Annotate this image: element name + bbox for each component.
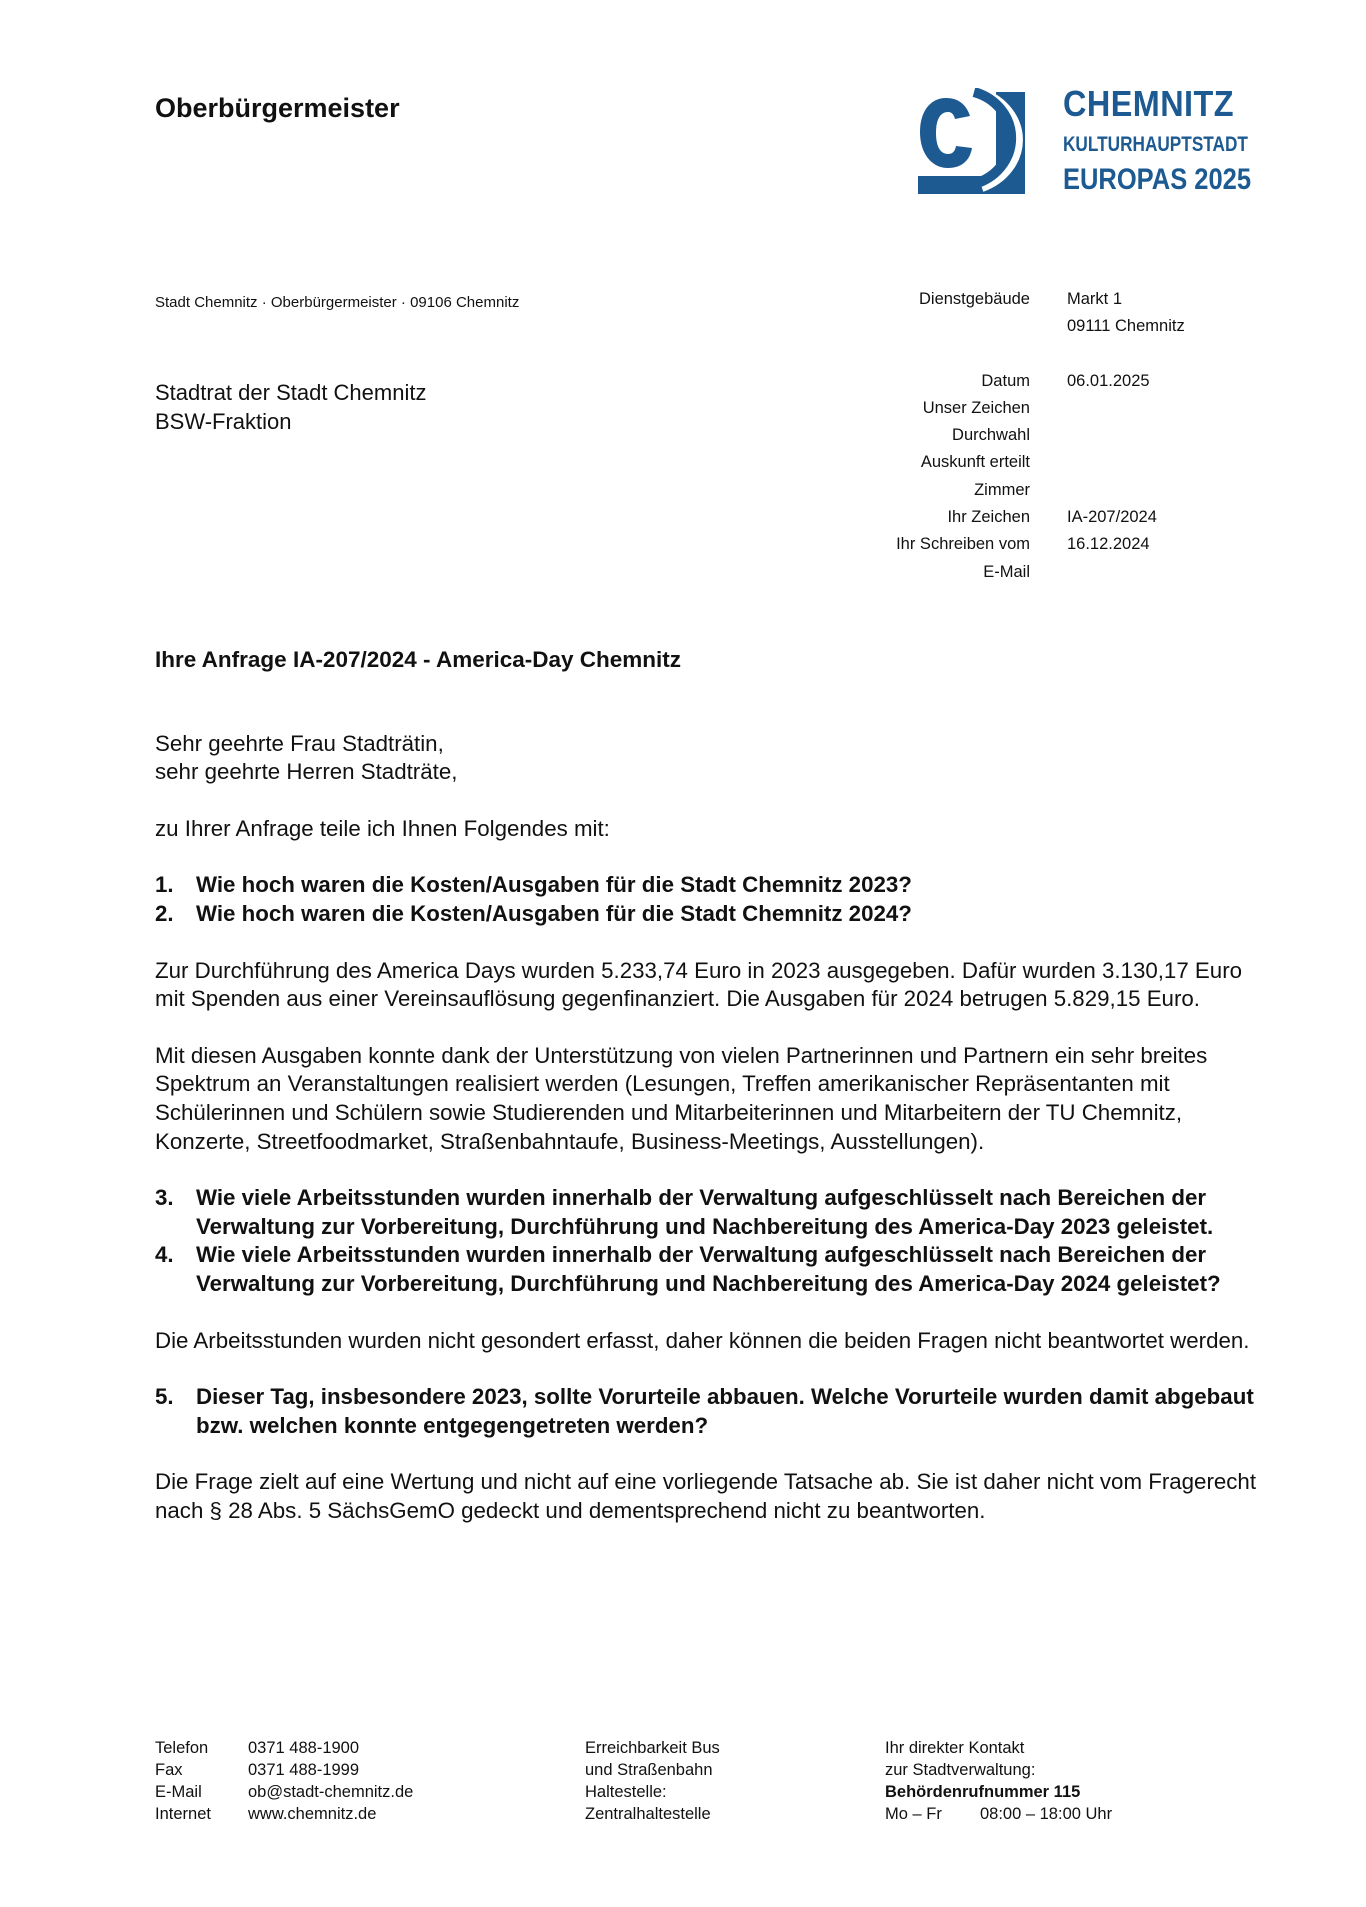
question-item — [155, 1184, 1265, 1241]
footer-hours: 08:00 – 18:00 Uhr — [980, 1805, 1113, 1823]
salutation — [155, 730, 1265, 787]
recipient-line-1: Stadtrat der Stadt Chemnitz — [155, 380, 427, 405]
meta-value-email — [1030, 563, 1067, 590]
question-text: Wie hoch waren die Kosten/Ausgaben für die Stadt Chemnitz 2023? — [196, 872, 912, 898]
logo-line-3: EUROPAS 2025 — [1063, 163, 1252, 196]
footer-authority-number: Behördenrufnummer 115 — [885, 1783, 1081, 1801]
question-text: Dieser Tag, insbesondere 2023, sollte Vorurteile abbauen. Welche Vorurteile wurden damit abgebaut bzw. welchen konnte entgegengetreten werden? — [196, 1384, 1254, 1438]
footer-transit-line-4: Zentralhaltestelle — [585, 1805, 711, 1823]
meta-label-contact-person: Auskunft erteilt — [920, 453, 1030, 472]
return-address: Stadt Chemnitz · Oberbürgermeister · 09106 Chemnitz — [155, 294, 520, 311]
question-item — [155, 1383, 1265, 1440]
logo-line-1: CHEMNITZ — [1063, 83, 1234, 124]
answer-events-paragraph: Mit diesen Ausgaben konnte dank der Unterstützung von vielen Partnerinnen und Partnern ein sehr breites Spektrum an Veranstaltungen realisiert werden (Lesungen, Treffen amerikanischer Repräsentanten mit Schülerinnen und Schülern sowie Studierenden und Mitarbeiterinnen und Mitarbeitern der TU Chemnitz, Konzerte, Streetfoodmarket, Straßenbahntaufe, Business-Meetings, Ausstellungen). — [155, 1042, 1208, 1154]
meta-label-email: E-Mail — [983, 562, 1030, 581]
question-item — [155, 1241, 1265, 1298]
question-number: 1. — [155, 872, 174, 898]
letter-subject: Ihre Anfrage IA-207/2024 - America-Day Chemnitz — [155, 647, 682, 672]
footer-direct-contact — [885, 1737, 1112, 1825]
question-number: 4. — [155, 1242, 174, 1268]
meta-value-your-ref: IA-207/2024 — [1067, 508, 1157, 527]
answer-costs-paragraph: Zur Durchführung des America Days wurden 5.233,74 Euro in 2023 ausgegeben. Dafür wurden 3.130,17 Euro mit Spenden aus einer Vereinsauflösung gegenfinanziert. Die Ausgaben für 2024 betrugen 5.829,15 Euro. — [155, 957, 1243, 1012]
chemnitz-c-logo-icon — [918, 88, 1028, 198]
question-item — [155, 871, 1265, 900]
meta-label-your-letter-date: Ihr Schreiben vom — [896, 535, 1030, 554]
meta-label-room: Zimmer — [974, 480, 1030, 499]
footer-label-phone: Telefon — [155, 1739, 209, 1757]
footer-transit-line-1: Erreichbarkeit Bus — [585, 1739, 720, 1757]
footer-transit-line-2: und Straßenbahn — [585, 1761, 713, 1779]
sender-title: Oberbürgermeister — [155, 93, 400, 123]
logo-wordmark — [1063, 83, 1289, 196]
meta-value-contact-person — [1030, 453, 1067, 480]
intro-paragraph: zu Ihrer Anfrage teile ich Ihnen Folgendes mit: — [155, 815, 610, 841]
question-number: 3. — [155, 1185, 174, 1211]
meta-value-office-city: 09111 Chemnitz — [1067, 317, 1185, 336]
question-list-prejudice — [155, 1383, 1265, 1440]
question-text: Wie viele Arbeitsstunden wurden innerhalb der Verwaltung aufgeschlüsselt nach Bereichen der Verwaltung zur Vorbereitung, Durchführung und Nachbereitung des America-Day 2023 geleistet. — [196, 1185, 1214, 1239]
meta-label-extension: Durchwahl — [952, 426, 1030, 445]
meta-label-your-ref: Ihr Zeichen — [947, 508, 1030, 527]
footer-direct-line-1: Ihr direkter Kontakt — [885, 1739, 1025, 1757]
meta-label-date: Datum — [981, 371, 1030, 390]
answer-prejudice-paragraph: Die Frage zielt auf eine Wertung und nicht auf eine vorliegende Tatsache ab. Sie ist daher nicht vom Fragerecht nach § 28 Abs. 5 SächsGemO gedeckt und dementsprechend nicht zu beantworten. — [155, 1469, 1257, 1523]
letter-metadata — [820, 290, 1185, 590]
question-list-hours — [155, 1184, 1265, 1298]
meta-value-extension — [1030, 426, 1067, 453]
footer-fax: 0371 488-1999 — [248, 1761, 360, 1779]
footer-contact — [155, 1737, 413, 1825]
meta-value-office-street: Markt 1 — [1067, 290, 1123, 308]
logo-line-2: KULTURHAUPTSTADT — [1063, 133, 1248, 156]
footer-days: Mo – Fr — [885, 1805, 942, 1823]
question-text: Wie hoch waren die Kosten/Ausgaben für die Stadt Chemnitz 2024? — [196, 900, 912, 926]
question-item — [155, 900, 1265, 929]
footer-label-fax: Fax — [155, 1761, 183, 1779]
footer-direct-line-2: zur Stadtverwaltung: — [885, 1761, 1036, 1779]
footer-transit-line-3: Haltestelle: — [585, 1783, 667, 1801]
meta-value-your-letter-date: 16.12.2024 — [1067, 535, 1150, 554]
meta-value-date: 06.01.2025 — [1067, 371, 1150, 390]
footer-transit — [585, 1737, 720, 1825]
footer-label-email: E-Mail — [155, 1783, 202, 1801]
meta-value-our-ref — [1030, 399, 1067, 426]
question-text: Wie viele Arbeitsstunden wurden innerhalb der Verwaltung aufgeschlüsselt nach Bereichen der Verwaltung zur Vorbereitung, Durchführung und Nachbereitung des America-Day 2024 geleistet? — [196, 1242, 1221, 1296]
salutation-line-2: sehr geehrte Herren Stadträte, — [155, 759, 458, 785]
recipient-line-2: BSW-Fraktion — [155, 409, 292, 434]
salutation-line-1: Sehr geehrte Frau Stadträtin, — [155, 730, 444, 756]
question-list-costs — [155, 871, 1265, 928]
question-number: 2. — [155, 900, 174, 926]
recipient-address — [155, 378, 426, 436]
footer-website-link[interactable]: www.chemnitz.de — [248, 1805, 377, 1823]
answer-hours-paragraph: Die Arbeitsstunden wurden nicht gesondert erfasst, daher können die beiden Fragen nicht beantwortet werden. — [155, 1327, 1250, 1353]
footer-email-link[interactable]: ob@stadt-chemnitz.de — [248, 1783, 414, 1801]
meta-value-room — [1030, 481, 1067, 508]
meta-label-our-ref: Unser Zeichen — [922, 398, 1030, 417]
question-number: 5. — [155, 1384, 174, 1410]
letter-body — [155, 646, 1265, 1553]
footer-label-internet: Internet — [155, 1805, 211, 1823]
meta-label-office: Dienstgebäude — [918, 290, 1030, 308]
footer-phone[interactable]: 0371 488-1900 — [248, 1739, 360, 1757]
